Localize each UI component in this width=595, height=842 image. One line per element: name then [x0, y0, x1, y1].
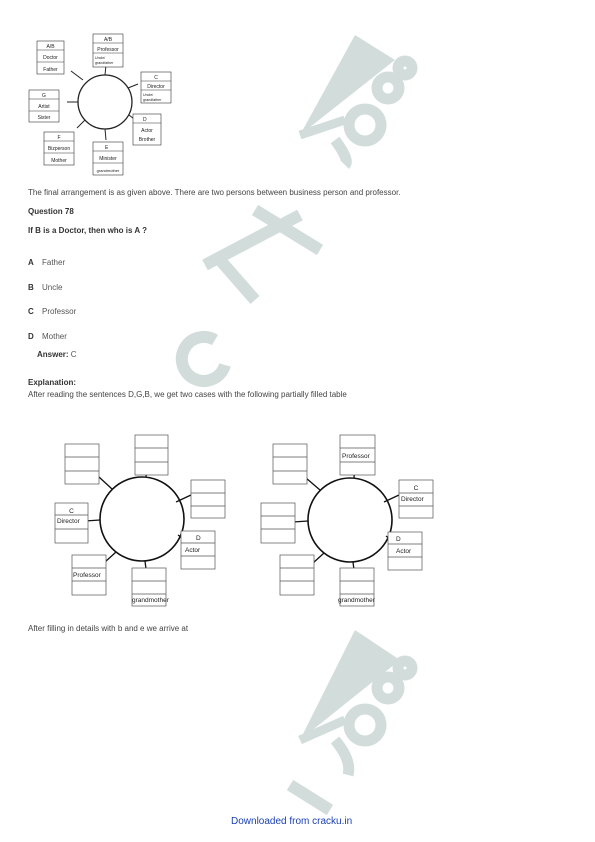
svg-text:Actor: Actor	[396, 548, 412, 555]
svg-text:grandfather: grandfather	[95, 61, 114, 65]
svg-text:G: G	[42, 93, 46, 99]
footer-link[interactable]: Downloaded from cracku.in	[231, 816, 353, 827]
option-a[interactable]: A Father	[28, 258, 66, 267]
svg-text:Minister: Minister	[99, 156, 117, 162]
svg-text:grandfather: grandfather	[143, 98, 162, 102]
svg-text:Brother: Brother	[138, 137, 156, 143]
after-fill-text: After filling in details with b and e we arrive at	[28, 624, 189, 633]
svg-text:Professor: Professor	[73, 572, 101, 579]
svg-text:D: D	[196, 535, 201, 542]
svg-text:Professor: Professor	[97, 47, 119, 53]
final-arrangement-diagram	[25, 32, 185, 182]
question-text: If B is a Doctor, then who is A ?	[28, 226, 147, 235]
svg-text:Doctor: Doctor	[43, 55, 58, 61]
seat-box-E	[93, 142, 123, 175]
question-number: Question 78	[28, 207, 74, 216]
svg-text:C: C	[413, 485, 419, 492]
svg-text:D: D	[396, 536, 401, 543]
seat-box-B	[93, 34, 123, 67]
case-2-diagram	[256, 432, 441, 607]
svg-text:Bizperson: Bizperson	[47, 146, 71, 152]
explanation-text: After reading the sentences D,G,B, we get two cases with the following partially filled table	[28, 390, 347, 399]
case-1-diagram	[50, 432, 230, 607]
svg-text:Professor: Professor	[342, 453, 370, 460]
svg-text:Director: Director	[147, 84, 165, 90]
option-c[interactable]: C Professor	[28, 307, 77, 316]
seat-box-A	[37, 41, 64, 74]
svg-text:Sister: Sister	[37, 115, 51, 121]
svg-text:D: D	[143, 117, 147, 123]
svg-text:Mother: Mother	[51, 158, 67, 164]
svg-text:Director: Director	[401, 496, 424, 503]
svg-text:Actor: Actor	[185, 547, 201, 554]
svg-text:F: F	[57, 135, 61, 141]
svg-text:grandmother: grandmother	[132, 597, 169, 604]
svg-text:A/B: A/B	[103, 37, 113, 43]
seat-box-D	[133, 114, 161, 145]
svg-text:Actor: Actor	[141, 128, 153, 134]
svg-text:E: E	[105, 145, 109, 151]
svg-text:Father: Father	[43, 67, 58, 73]
answer: Answer: C	[37, 350, 77, 359]
final-arrangement-text: The final arrangement is as given above. There are two persons between business person and professor.	[28, 188, 401, 197]
svg-text:grandmother: grandmother	[96, 168, 120, 173]
svg-text:Director: Director	[57, 518, 80, 525]
svg-text:A/B: A/B	[46, 44, 55, 50]
svg-text:Uncle/: Uncle/	[143, 93, 154, 97]
table-circle	[78, 75, 132, 129]
option-d[interactable]: D Mother	[28, 332, 67, 341]
svg-text:C: C	[69, 508, 74, 515]
seat-box-F	[44, 132, 74, 165]
seat-box-C	[141, 72, 171, 103]
svg-text:Uncle/: Uncle/	[95, 56, 106, 60]
svg-text:grandmother: grandmother	[338, 597, 375, 604]
svg-text:Artist: Artist	[38, 104, 50, 110]
seat-box-G	[29, 90, 59, 122]
option-b[interactable]: B Uncle	[28, 283, 63, 292]
svg-text:C: C	[154, 75, 158, 81]
explanation-label: Explanation:	[28, 378, 77, 387]
